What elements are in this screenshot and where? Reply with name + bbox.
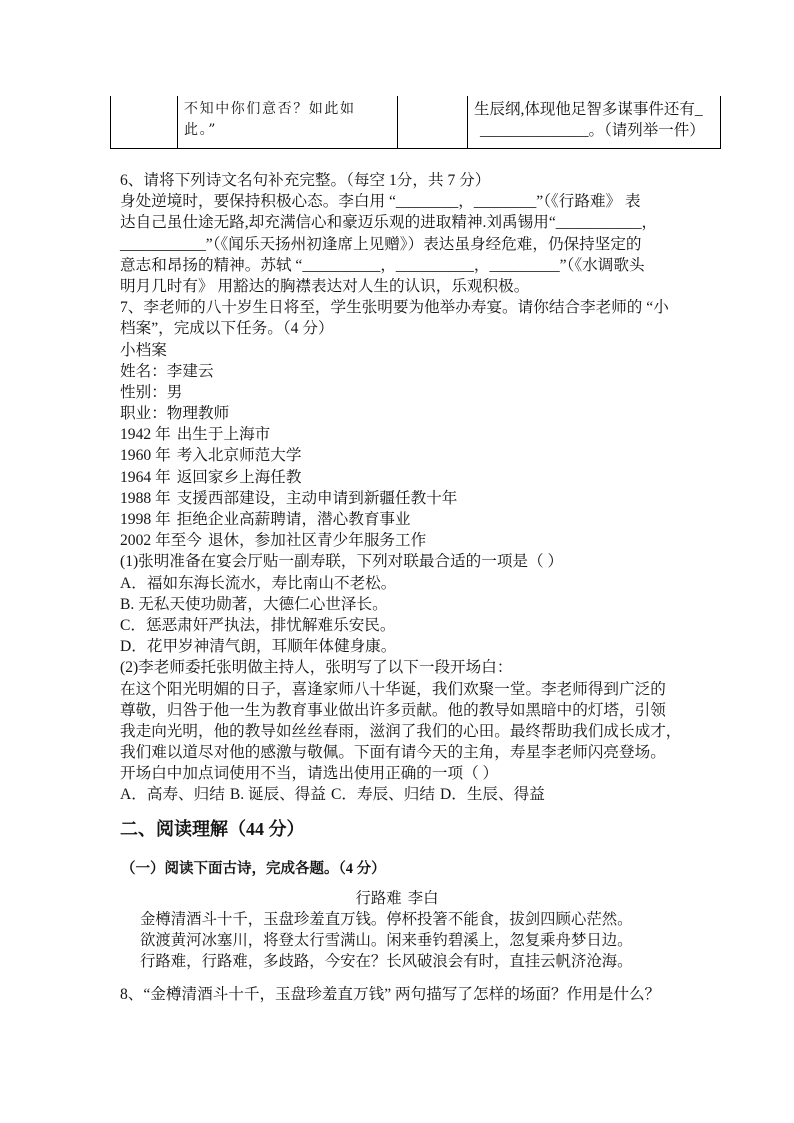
timeline-entry <box>120 509 681 530</box>
question-text-line: 意志和昂扬的精神。苏轼 “__________，__________，_________”（《水调歌头 <box>120 256 645 274</box>
passage-line: 在这个阳光明媚的日子，喜逢家师八十华诞，我们欢聚一堂。李老师得到广泛的 <box>120 680 666 698</box>
table-cell-question <box>467 96 721 148</box>
question-7 <box>120 297 681 806</box>
poem-line: 欲渡黄河冰塞川，将登太行雪满山。闲来垂钓碧溪上，忽复乘舟梦日边。 <box>140 932 633 950</box>
cell-text-line: ______________。（请列举一件） <box>480 122 705 139</box>
timeline-entry <box>120 530 681 551</box>
timeline-event: 退休，参加社区青少年服务工作 <box>207 532 427 550</box>
question-block <box>120 170 681 806</box>
question-stem: (2)李老师委托张明做主持人，张明写了以下一段开场白： <box>120 659 513 677</box>
answer-option-d: D．花甲岁神清气朗，耳顺年体健身康。 <box>120 638 397 656</box>
timeline-year: 1942 年 <box>120 426 171 444</box>
answer-option-a: A．福如东海长流水，寿比南山不老松。 <box>120 574 397 592</box>
poem-title: 行路难 <box>355 890 402 907</box>
cell-text-line: 此。” <box>184 122 217 138</box>
cell-text-line: 不知中你们意否？如此如 <box>184 101 356 117</box>
profile-field-name: 姓名：李建云 <box>120 362 214 380</box>
timeline-event: 考入北京师范大学 <box>176 447 302 465</box>
passage-line: 我走向光明，他的教导如丝丝春雨，滋润了我们的心田。最终帮助我们成长成才， <box>120 722 682 740</box>
timeline-year: 1998 年 <box>120 511 171 528</box>
answer-option-d: D．生辰、得益 <box>439 786 545 804</box>
question-7-part-2 <box>120 657 681 805</box>
timeline-entry <box>120 488 681 509</box>
question-prompt: 开场白中加点词使用不当，请选出使用正确的一项（ ） <box>120 765 499 783</box>
question-heading: 7、李老师的八十岁生日将至，学生张明要为他举办寿宴。请你结合李老师的 “小 <box>120 299 669 317</box>
question-text-line: 达自己虽仕途无路,却充满信心和豪迈乐观的进取精神.刘禹锡用“___________， <box>120 214 658 232</box>
timeline-entry <box>120 445 681 466</box>
question-heading: 6、请将下列诗文名句补充完整。（每空 1分，共 7 分） <box>120 172 491 189</box>
question-6 <box>120 170 681 297</box>
answer-option-a: A．高寿、归结 <box>120 786 225 804</box>
question-text-line: 明月几时有》 用豁达的胸襟表达对人生的认识，乐观积极。 <box>120 277 530 295</box>
timeline-year: 1960 年 <box>120 447 171 465</box>
section-heading: 二、阅读理解（44 分） <box>120 819 305 839</box>
timeline-year: 2002 年至今 <box>120 532 202 550</box>
poem-line: 金樽清酒斗十千，玉盘珍羞直万钱。停杯投箸不能食，拔剑四顾心茫然。 <box>140 911 633 928</box>
subsection-heading: （一）阅读下面古诗，完成各题。（4 分） <box>121 861 386 877</box>
question-7-part-1 <box>120 551 681 657</box>
table-cell-empty <box>110 96 177 148</box>
timeline-event: 返回家乡上海任教 <box>176 468 302 486</box>
timeline-event: 拒绝企业高薪聘请，潜心教育事业 <box>176 511 411 528</box>
question-stem: (1)张明准备在宴会厅贴一副寿联，下列对联最合适的一项是（ ） <box>120 553 564 571</box>
question-text-line: ___________”（《闻乐天扬州初逢席上见赠》）表达虽身经危难，仍保持坚定的 <box>120 235 642 253</box>
answer-option-b: B. 无私天使功勋著，大德仁心世泽长。 <box>120 595 388 613</box>
poem-line: 行路难，行路难，多歧路，今安在？长风破浪会有时，直挂云帆济沧海。 <box>140 953 633 971</box>
passage-line: 尊敬，归咎于他一生为教育事业做出许多贡献。他的教导如黑暗中的灯塔，引领 <box>120 701 666 719</box>
poem-title-line <box>0 888 794 909</box>
answer-option-c: C．寿辰、归结 <box>331 786 435 804</box>
question-text-line: 档案”，完成以下任务。（4 分） <box>120 320 334 338</box>
timeline-event: 出生于上海市 <box>176 426 271 444</box>
timeline-entry <box>120 424 681 445</box>
answer-option-b: B. 诞辰、得益 <box>229 786 326 804</box>
timeline-year: 1964 年 <box>120 468 171 486</box>
table-cell-quote <box>177 96 397 148</box>
question-8: 8、“金樽清酒斗十千，玉盘珍羞直万钱” 两句描写了怎样的场面？作用是什么？ <box>120 986 661 1003</box>
question-text-line: 身处逆境时，要保持积极心态。李白用 “________，________”（《行路难》 表 <box>120 193 641 211</box>
profile-field-gender: 性别：男 <box>120 383 183 401</box>
profile-field-job: 职业：物理教师 <box>120 405 230 423</box>
profile <box>120 340 681 552</box>
timeline-year: 1988 年 <box>120 489 171 507</box>
table-cell-empty <box>397 96 467 148</box>
cell-text-line: 生辰纲,体现他足智多谋事件还有_ <box>474 101 703 118</box>
profile-title: 小档案 <box>120 341 167 359</box>
passage-line: 我们难以道尽对他的感激与敬佩。下面有请今天的主角，寿星李老师闪亮登场。 <box>120 744 666 762</box>
table-fragment <box>110 96 721 149</box>
timeline-event: 支援西部建设，主动申请到新疆任教十年 <box>176 489 458 507</box>
answer-options-row <box>120 784 681 805</box>
poem-author: 李白 <box>407 890 439 907</box>
poem-body <box>140 909 633 973</box>
answer-option-c: C．惩恶肃奸严执法，排忧解难乐安民。 <box>120 616 396 634</box>
timeline-entry <box>120 467 681 488</box>
